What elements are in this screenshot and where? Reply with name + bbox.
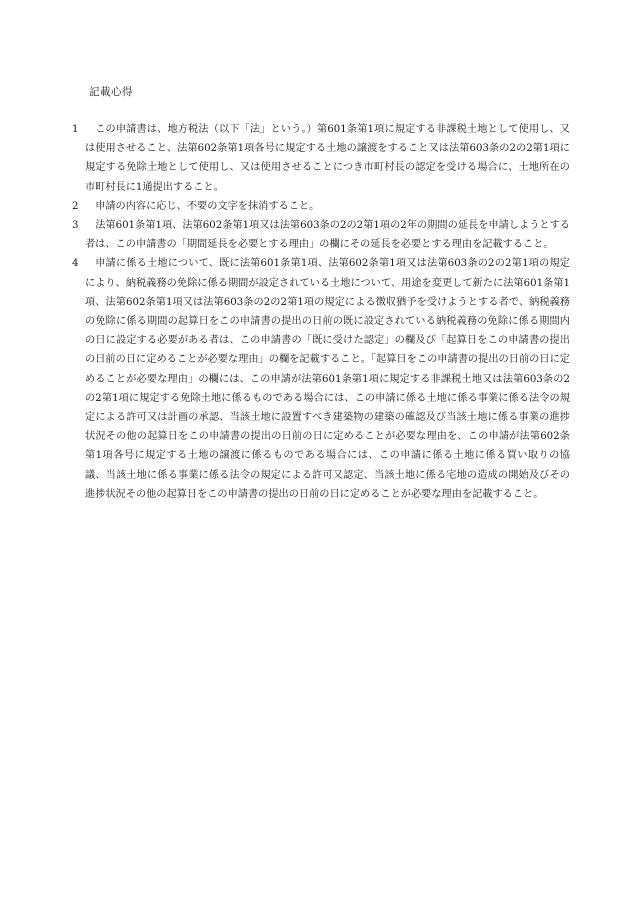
note-item-4 — [72, 254, 570, 504]
notes-list — [72, 120, 570, 504]
note-item-3 — [72, 216, 570, 254]
note-item-1 — [72, 120, 570, 197]
note-text: 申請の内容に応じ、不要の文字を抹消すること。 — [95, 200, 320, 212]
note-text: 申請に係る土地について、既に法第601条第1項、法第602条第1項又は法第603条の2の2第1項の規定により、納税義務の免除に係る期間が設定されている土地について、用途を変更して新たに法第601条第1項、法第602条第1項又は法第603条の2の2第1項の規定による徴収猶予を受けようとする者で、納税義務の免除に係る期間の起算日をこの申請書の提出の日前の既に設定されている納税義務の免除に係る期間内の日に設定する必要がある者は、この申請書の「既に受けた認定」の欄及び「起算日をこの申請書の提出の日前の日に定めることが必要な理由」の欄を記載すること。「起算日をこの申請書の提出の日前の日に定めることが必要な理由」の欄には、この申請が法第601条第1項に規定する非課税土地又は法第603条の2の2第1項に規定する免除土地に係るものである場合には、この申請に係る土地に係る事業に係る法令の規定による許可又は計画の承認、当該土地に設置すべき建築物の建築の確認及び当該土地に係る事業の進捗状況その他の起算日をこの申請書の提出の日前の日に定めることが必要な理由を、この申請が法第602条第1項各号に規定する土地の譲渡に係るものである場合には、この申請に係る土地に係る買い取りの協議、当該土地に係る事業に係る法令の規定による許可又認定、当該土地に係る宅地の造成の開始及びその進捗状況その他の起算日をこの申請書の提出の日前の日に定めることが必要な理由を記載すること。 — [85, 258, 570, 500]
note-number: 3 — [72, 220, 79, 232]
note-number: 4 — [72, 258, 79, 270]
note-number: 1 — [72, 124, 79, 135]
note-text: この申請書は、地方税法（以下「法」という。）第601条第1項に規定する非課税土地として使用し、又は使用させること、法第602条第1項各号に規定する土地の譲渡をすること又は法第603条の2の2第1項に規定する免除土地として使用し、又は使用させることにつき市町村長の認定を受ける場合に、土地所在の市町村長に1通提出すること。 — [85, 124, 570, 193]
note-number: 2 — [72, 200, 79, 212]
note-item-2 — [72, 197, 570, 216]
note-text: 法第601条第1項、法第602条第1項又は法第603条の2の2第1項の2年の期間の延長を申請しようとする者は、この申請書の「期間延長を必要とする理由」の欄にその延長を必要とする理由を記載すること。 — [85, 220, 570, 251]
document-heading: 記載心得 — [89, 86, 133, 98]
